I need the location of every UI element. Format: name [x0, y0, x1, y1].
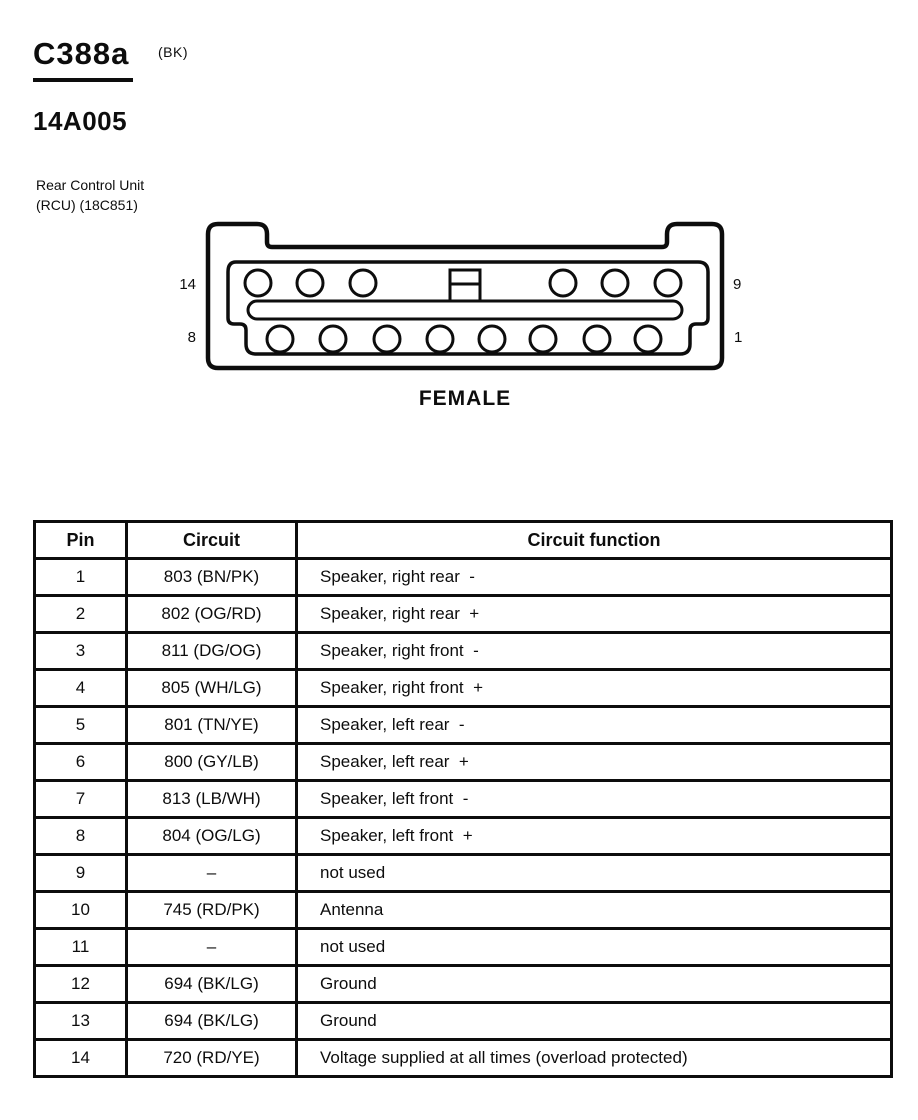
connector-outer-housing [208, 224, 722, 368]
pinout-table-head [35, 522, 892, 559]
table-row [35, 855, 892, 892]
table-row [35, 707, 892, 744]
pin-cavity [374, 326, 400, 352]
table-row [35, 1003, 892, 1040]
function-cell: not used [297, 855, 892, 892]
pin-cell: 14 [35, 1040, 127, 1077]
table-row [35, 929, 892, 966]
pin-cavity [350, 270, 376, 296]
pin-cavity [245, 270, 271, 296]
function-cell: Speaker, right front - [297, 633, 892, 670]
circuit-cell: 720 (RD/YE) [127, 1040, 297, 1077]
pin-cavity [584, 326, 610, 352]
connector-face-diagram [170, 218, 760, 375]
pin-cell: 13 [35, 1003, 127, 1040]
circuit-cell: 803 (BN/PK) [127, 559, 297, 596]
circuit-cell: 694 (BK/LG) [127, 1003, 297, 1040]
function-cell: Speaker, right rear + [297, 596, 892, 633]
pin-ref-bottom-left: 8 [187, 329, 196, 346]
pin-cavity [530, 326, 556, 352]
connector-id-title: C388a [33, 36, 133, 82]
pin-cavity [602, 270, 628, 296]
pin-cavity [297, 270, 323, 296]
function-cell: Speaker, right rear - [297, 559, 892, 596]
pin-cell: 1 [35, 559, 127, 596]
circuit-cell: – [127, 929, 297, 966]
connector-color-code: (BK) [158, 44, 188, 60]
pin-cavity [320, 326, 346, 352]
function-cell: Speaker, left front - [297, 781, 892, 818]
circuit-cell: 801 (TN/YE) [127, 707, 297, 744]
blade-slot [248, 301, 682, 319]
pin-cavity [550, 270, 576, 296]
pin-cell: 4 [35, 670, 127, 707]
function-cell: Speaker, left rear + [297, 744, 892, 781]
table-row [35, 781, 892, 818]
function-cell: Speaker, right front + [297, 670, 892, 707]
header-row [35, 522, 892, 559]
circuit-cell: 813 (LB/WH) [127, 781, 297, 818]
pin-cell: 9 [35, 855, 127, 892]
connector-figure [170, 218, 760, 411]
pin-cavity [655, 270, 681, 296]
table-row [35, 670, 892, 707]
pin-cavity [635, 326, 661, 352]
table-row [35, 818, 892, 855]
pin-cell: 3 [35, 633, 127, 670]
pin-cell: 2 [35, 596, 127, 633]
pinout-table [33, 520, 893, 1078]
pin-cell: 5 [35, 707, 127, 744]
pin-cell: 8 [35, 818, 127, 855]
pin-cell: 11 [35, 929, 127, 966]
circuit-cell: 745 (RD/PK) [127, 892, 297, 929]
table-row [35, 744, 892, 781]
circuit-column-header: Circuit [127, 522, 297, 559]
table-row [35, 892, 892, 929]
function-cell: Antenna [297, 892, 892, 929]
function-cell: Ground [297, 1003, 892, 1040]
part-number: 14A005 [33, 106, 128, 136]
table-row [35, 559, 892, 596]
function-cell: Voltage supplied at all times (overload protected) [297, 1040, 892, 1077]
pin-cavity [427, 326, 453, 352]
pin-cavity [267, 326, 293, 352]
circuit-cell: 800 (GY/LB) [127, 744, 297, 781]
pin-ref-bottom-right: 1 [734, 329, 743, 346]
pin-cell: 12 [35, 966, 127, 1003]
function-cell: not used [297, 929, 892, 966]
circuit-cell: 805 (WH/LG) [127, 670, 297, 707]
pin-cavity [479, 326, 505, 352]
function-cell: Speaker, left rear - [297, 707, 892, 744]
connector-gender-label: FEMALE [418, 387, 512, 410]
function-cell: Speaker, left front + [297, 818, 892, 855]
pin-cell: 6 [35, 744, 127, 781]
pin-ref-top-left: 14 [179, 276, 196, 293]
component-name-line1: Rear Control Unit [36, 177, 145, 193]
circuit-cell: 811 (DG/OG) [127, 633, 297, 670]
circuit-cell: 802 (OG/RD) [127, 596, 297, 633]
table-row [35, 966, 892, 1003]
pinout-table-body [35, 559, 892, 1077]
component-name-line2: (RCU) (18C851) [36, 197, 138, 213]
circuit-cell: 694 (BK/LG) [127, 966, 297, 1003]
circuit-cell: 804 (OG/LG) [127, 818, 297, 855]
component-name [36, 175, 144, 215]
circuit-function-column-header: Circuit function [297, 522, 892, 559]
pin-ref-top-right: 9 [733, 276, 742, 293]
function-cell: Ground [297, 966, 892, 1003]
pin-cell: 10 [35, 892, 127, 929]
pin-cell: 7 [35, 781, 127, 818]
table-row [35, 596, 892, 633]
table-row [35, 1040, 892, 1077]
circuit-cell: – [127, 855, 297, 892]
pin-column-header: Pin [35, 522, 127, 559]
table-row [35, 633, 892, 670]
